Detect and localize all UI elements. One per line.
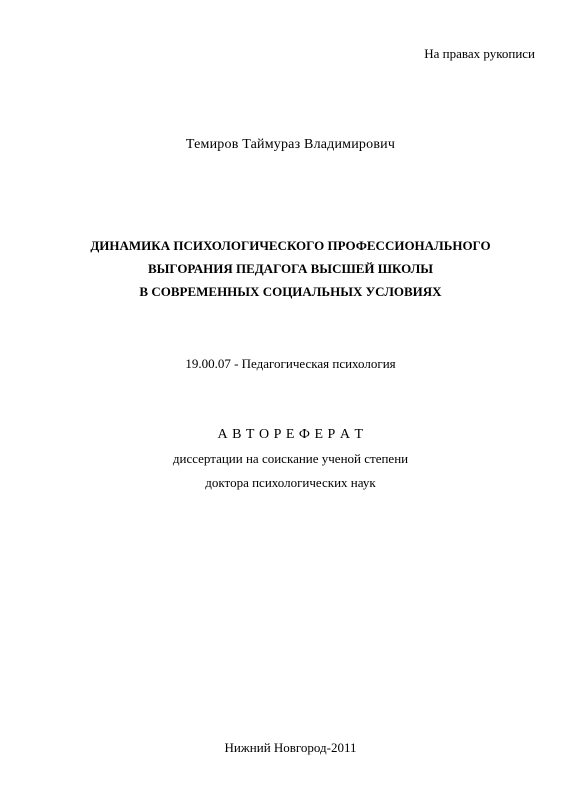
degree-line-2: доктора психологических наук (205, 475, 376, 490)
rights-notice: На правах рукописи (424, 46, 535, 61)
author-name: Темиров Таймураз Владимирович (185, 137, 396, 152)
title-line-3: В СОВРЕМЕННЫХ СОЦИАЛЬНЫХ УСЛОВИЯХ (139, 284, 442, 299)
abstract-heading: А В Т О Р Е Ф Е Р А Т (217, 427, 364, 442)
title-line-2: ВЫГОРАНИЯ ПЕДАГОГА ВЫСШЕЙ ШКОЛЫ (147, 261, 434, 276)
degree-line-1: диссертации на соискание ученой степени (172, 451, 409, 466)
dissertation-title (0, 234, 581, 303)
title-line-1: ДИНАМИКА ПСИХОЛОГИЧЕСКОГО ПРОФЕССИОНАЛЬНОГО (90, 238, 491, 253)
place-and-year: Нижний Новгород-2011 (224, 740, 357, 755)
specialty-code: 19.00.07 - Педагогическая психология (185, 356, 396, 371)
